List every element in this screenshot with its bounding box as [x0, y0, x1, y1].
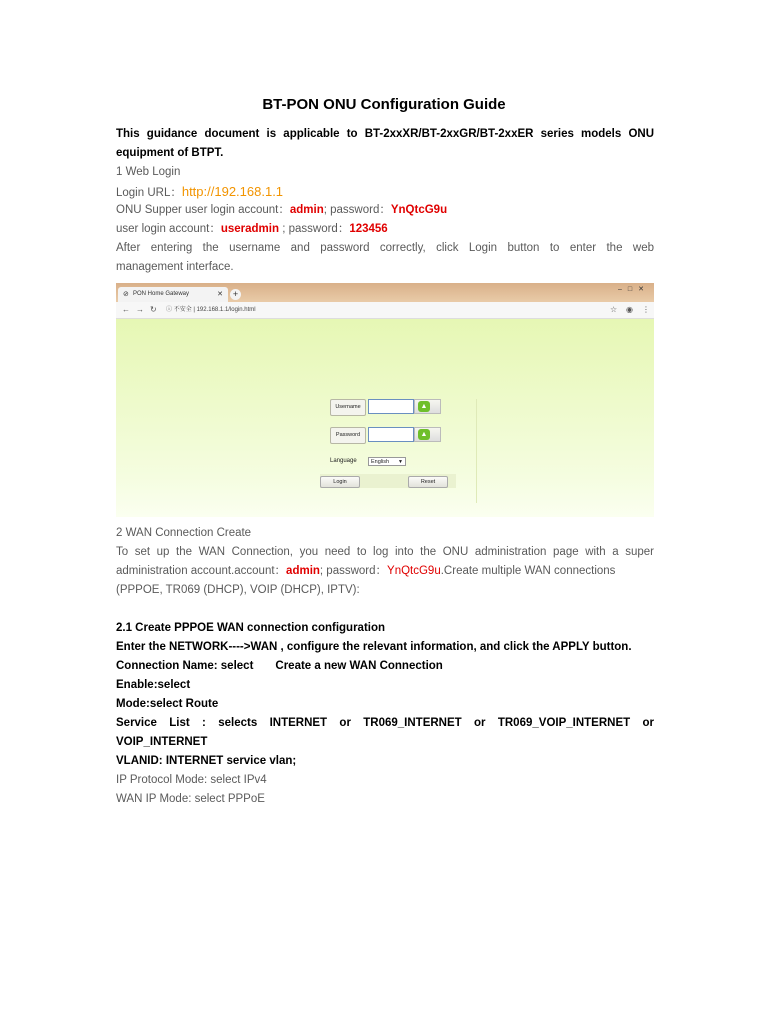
- login-url-line: [116, 182, 654, 203]
- browser-tab-bar: [116, 283, 654, 302]
- forward-arrow-icon[interactable]: →: [136, 305, 144, 314]
- wan-admin-account: admin: [286, 565, 320, 577]
- service-list-line-2: VOIP_INTERNET: [116, 736, 208, 748]
- section-2-1-heading: 2.1 Create PPPOE WAN connection configuration: [116, 622, 386, 634]
- super-user-line: [116, 201, 654, 220]
- user-login-mid: ; password：: [279, 223, 350, 235]
- login-page-content: [116, 319, 654, 517]
- lock-icon: ▲: [418, 429, 430, 440]
- wan-intro-line-3: (PPPOE, TR069 (DHCP), VOIP (DHCP), IPTV):: [116, 584, 360, 596]
- wan-admin-password: YnQtcG9u: [387, 565, 441, 577]
- globe-icon: ⊘: [123, 291, 129, 298]
- lock-icon: ▲: [418, 401, 430, 412]
- super-user-mid: ; password：: [323, 204, 391, 216]
- password-input[interactable]: [368, 427, 414, 442]
- connection-name-label: Connection Name: select: [116, 660, 254, 672]
- super-user-password: YnQtcG9u: [390, 204, 448, 216]
- connection-name-value: Create a new WAN Connection: [275, 660, 443, 672]
- wan-intro-line-2: [116, 562, 654, 581]
- browser-address-bar: [116, 302, 654, 319]
- document-title: BT-PON ONU Configuration Guide: [262, 96, 506, 113]
- address-text: 不安全 | 192.168.1.1/login.html: [173, 307, 256, 313]
- chevron-down-icon: ▼: [398, 459, 403, 465]
- username-input[interactable]: [368, 399, 414, 414]
- ip-protocol-line: IP Protocol Mode: select IPv4: [116, 774, 267, 786]
- section-1-heading: 1 Web Login: [116, 166, 181, 178]
- login-url-link[interactable]: http://192.168.1.1: [181, 184, 284, 199]
- mode-line: Mode:select Route: [116, 698, 219, 710]
- wan-ip-mode-line: WAN IP Mode: select PPPoE: [116, 793, 265, 805]
- address-field[interactable]: [166, 304, 596, 316]
- after-entering-line-2: management interface.: [116, 261, 234, 273]
- close-icon[interactable]: ✕: [217, 291, 223, 298]
- language-select[interactable]: [368, 457, 406, 466]
- language-select-value: English: [371, 459, 390, 465]
- window-controls[interactable]: –□✕: [618, 286, 650, 293]
- super-user-prefix: ONU Supper user login account：: [116, 204, 290, 216]
- service-list-line-1: Service List : selects INTERNET or TR069_INTERNET or TR069_VOIP_INTERNET or: [116, 717, 654, 729]
- super-user-account: admin: [289, 204, 324, 216]
- back-arrow-icon[interactable]: ←: [122, 305, 130, 314]
- login-page-screenshot: [116, 283, 654, 517]
- user-login-prefix: user login account：: [116, 223, 221, 235]
- vlanid-line: VLANID: INTERNET service vlan;: [116, 755, 297, 767]
- account-icon[interactable]: ◉: [626, 305, 633, 314]
- wan-intro-prefix: administration account.account：: [116, 565, 287, 577]
- menu-icon[interactable]: ⋮: [642, 305, 650, 314]
- login-url-label: Login URL：: [116, 187, 182, 199]
- info-icon: ⓘ: [166, 307, 173, 313]
- user-login-password: 123456: [349, 223, 388, 235]
- intro-line-1: This guidance document is applicable to BT-2xxXR/BT-2xxGR/BT-2xxER series models ONU: [116, 128, 654, 140]
- language-label: Language: [330, 458, 357, 464]
- after-entering-line-1: After entering the username and password correctly, click Login button to enter the web: [116, 242, 654, 254]
- connection-name-line: [116, 657, 654, 676]
- login-button[interactable]: Login: [320, 476, 360, 488]
- browser-tab-title: PON Home Gateway: [133, 291, 190, 297]
- wan-intro-line-1: To set up the WAN Connection, you need to log into the ONU administration page with a super: [116, 546, 654, 558]
- wan-intro-mid: ; password：: [319, 565, 388, 577]
- password-label: Password: [330, 427, 366, 444]
- username-label: Username: [330, 399, 366, 416]
- intro-line-2: equipment of BTPT.: [116, 147, 224, 159]
- user-login-line: [116, 220, 654, 239]
- new-tab-icon[interactable]: +: [230, 289, 241, 300]
- enable-line: Enable:select: [116, 679, 191, 691]
- reset-button[interactable]: Reset: [408, 476, 448, 488]
- star-icon[interactable]: ☆: [610, 305, 618, 314]
- wan-intro-suffix: .Create multiple WAN connections: [440, 565, 616, 577]
- section-2-heading: 2 WAN Connection Create: [116, 527, 252, 539]
- user-login-account: useradmin: [220, 223, 280, 235]
- browser-tab[interactable]: [118, 287, 228, 302]
- step-enter-network: Enter the NETWORK---->WAN , configure the relevant information, and click the APPLY button.: [116, 641, 632, 653]
- reload-icon[interactable]: ↻: [150, 305, 157, 314]
